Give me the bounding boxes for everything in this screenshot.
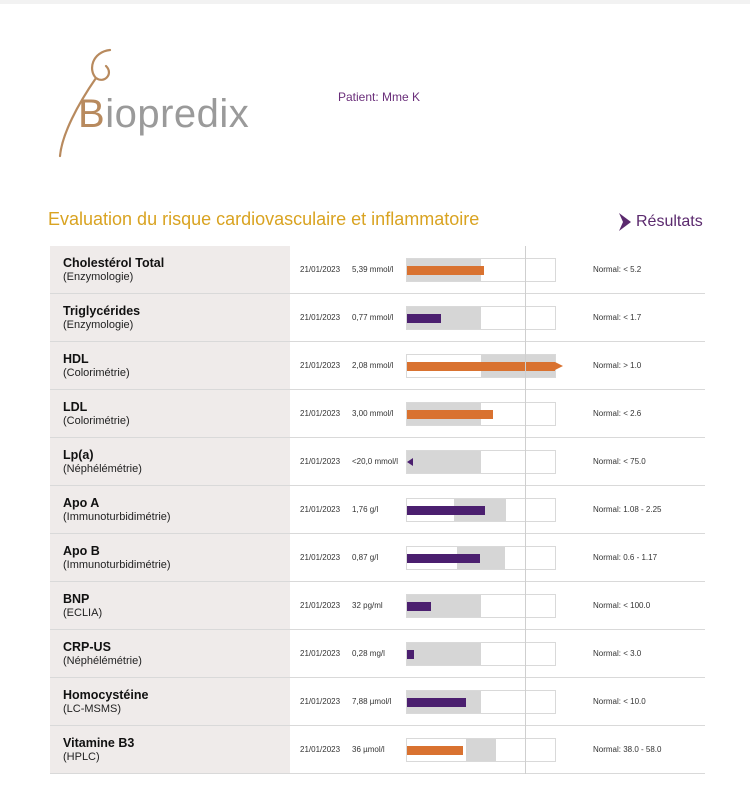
patient-label: Patient: Mme K: [338, 90, 421, 104]
test-name: Vitamine B3: [63, 736, 135, 750]
test-name: BNP: [63, 592, 90, 606]
normal-range: Normal: < 3.0: [593, 649, 642, 658]
chevron-right-icon: [618, 212, 632, 232]
test-name-cell: [50, 342, 290, 389]
test-date: 21/01/2023: [300, 745, 341, 754]
normal-range: Normal: 1.08 - 2.25: [593, 505, 662, 514]
test-value: 32 pg/ml: [352, 601, 383, 610]
value-bar: [407, 650, 414, 659]
test-date: 21/01/2023: [300, 553, 341, 562]
overflow-arrow-icon: [555, 362, 563, 370]
value-gauge: [406, 738, 556, 762]
value-bar: [407, 506, 485, 515]
value-gauge: [406, 450, 556, 474]
value-bar: [407, 746, 463, 755]
test-value: <20,0 mmol/l: [352, 457, 399, 466]
test-date: 21/01/2023: [300, 265, 341, 274]
test-name-cell: [50, 246, 290, 293]
normal-range: Normal: < 10.0: [593, 697, 646, 706]
test-name-cell: [50, 294, 290, 341]
normal-range: Normal: < 75.0: [593, 457, 646, 466]
test-name: Apo B: [63, 544, 100, 558]
value-bar: [407, 266, 484, 275]
table-row: [50, 342, 705, 390]
normal-range: Normal: < 5.2: [593, 265, 642, 274]
test-name: HDL: [63, 352, 89, 366]
results-table: [50, 246, 705, 774]
value-gauge: [406, 402, 556, 426]
test-name-cell: [50, 534, 290, 581]
test-name: Apo A: [63, 496, 100, 510]
table-row: [50, 582, 705, 630]
test-value: 0,77 mmol/l: [352, 313, 394, 322]
test-value: 7,88 µmol/l: [352, 697, 392, 706]
table-row: [50, 246, 705, 294]
results-label: Résultats: [636, 213, 703, 230]
table-row: [50, 486, 705, 534]
value-bar: [407, 362, 555, 371]
table-row: [50, 294, 705, 342]
table-row: [50, 534, 705, 582]
test-name-cell: [50, 678, 290, 725]
normal-range: Normal: < 1.7: [593, 313, 642, 322]
value-gauge: [406, 690, 556, 714]
test-name-cell: [50, 726, 290, 773]
test-date: 21/01/2023: [300, 313, 341, 322]
value-bar: [407, 554, 480, 563]
value-bar: [407, 602, 431, 611]
logo-letters-rest: iopredix: [105, 92, 250, 136]
value-gauge: [406, 498, 556, 522]
table-row: [50, 678, 705, 726]
test-value: 2,08 mmol/l: [352, 361, 394, 370]
test-date: 21/01/2023: [300, 409, 341, 418]
normal-range: Normal: < 100.0: [593, 601, 651, 610]
top-border: [0, 0, 750, 4]
test-value: 0,28 mg/l: [352, 649, 385, 658]
test-value: 36 µmol/l: [352, 745, 385, 754]
value-gauge: [406, 306, 556, 330]
value-gauge: [406, 642, 556, 666]
logo-wordmark: [78, 92, 249, 137]
test-method: (Colorimétrie): [63, 367, 130, 379]
table-row: [50, 438, 705, 486]
value-gauge: [406, 594, 556, 618]
test-method: (LC-MSMS): [63, 703, 122, 715]
test-date: 21/01/2023: [300, 505, 341, 514]
test-method: (Néphélémétrie): [63, 463, 142, 475]
table-row: [50, 726, 705, 774]
test-method: (ECLIA): [63, 607, 103, 619]
table-row: [50, 630, 705, 678]
table-row: [50, 390, 705, 438]
test-name: Lp(a): [63, 448, 94, 462]
value-gauge: [406, 354, 556, 378]
test-method: (Colorimétrie): [63, 415, 130, 427]
test-name-cell: [50, 390, 290, 437]
test-name: Triglycérides: [63, 304, 141, 318]
test-name: Cholestérol Total: [63, 256, 165, 270]
value-gauge: [406, 258, 556, 282]
value-bar: [407, 314, 441, 323]
normal-range: Normal: 0.6 - 1.17: [593, 553, 658, 562]
test-method: (Enzymologie): [63, 271, 134, 283]
normal-range: Normal: < 2.6: [593, 409, 642, 418]
test-name: LDL: [63, 400, 88, 414]
test-name-cell: [50, 438, 290, 485]
test-name: Homocystéine: [63, 688, 149, 702]
normal-zone: [407, 643, 481, 665]
test-name-cell: [50, 486, 290, 533]
test-method: (Immunoturbidimétrie): [63, 559, 171, 571]
test-name-cell: [50, 630, 290, 677]
test-date: 21/01/2023: [300, 649, 341, 658]
test-method: (Immunoturbidimétrie): [63, 511, 171, 523]
value-gauge: [406, 546, 556, 570]
column-divider: [525, 246, 526, 774]
underflow-arrow-icon: [407, 458, 413, 466]
test-value: 1,76 g/l: [352, 505, 379, 514]
test-date: 21/01/2023: [300, 457, 341, 466]
normal-zone: [466, 739, 496, 761]
test-date: 21/01/2023: [300, 697, 341, 706]
test-method: (HPLC): [63, 751, 100, 763]
test-value: 5,39 mmol/l: [352, 265, 394, 274]
normal-zone: [407, 451, 481, 473]
normal-range: Normal: > 1.0: [593, 361, 642, 370]
section-title: Evaluation du risque cardiovasculaire et inflammatoire: [48, 209, 480, 229]
value-bar: [407, 410, 493, 419]
logo-letter-b: B: [78, 92, 106, 136]
test-method: (Néphélémétrie): [63, 655, 142, 667]
value-bar: [407, 698, 466, 707]
test-value: 3,00 mmol/l: [352, 409, 394, 418]
normal-range: Normal: 38.0 - 58.0: [593, 745, 662, 754]
test-date: 21/01/2023: [300, 601, 341, 610]
test-date: 21/01/2023: [300, 361, 341, 370]
test-name: CRP-US: [63, 640, 111, 654]
test-method: (Enzymologie): [63, 319, 134, 331]
test-name-cell: [50, 582, 290, 629]
test-value: 0,87 g/l: [352, 553, 379, 562]
